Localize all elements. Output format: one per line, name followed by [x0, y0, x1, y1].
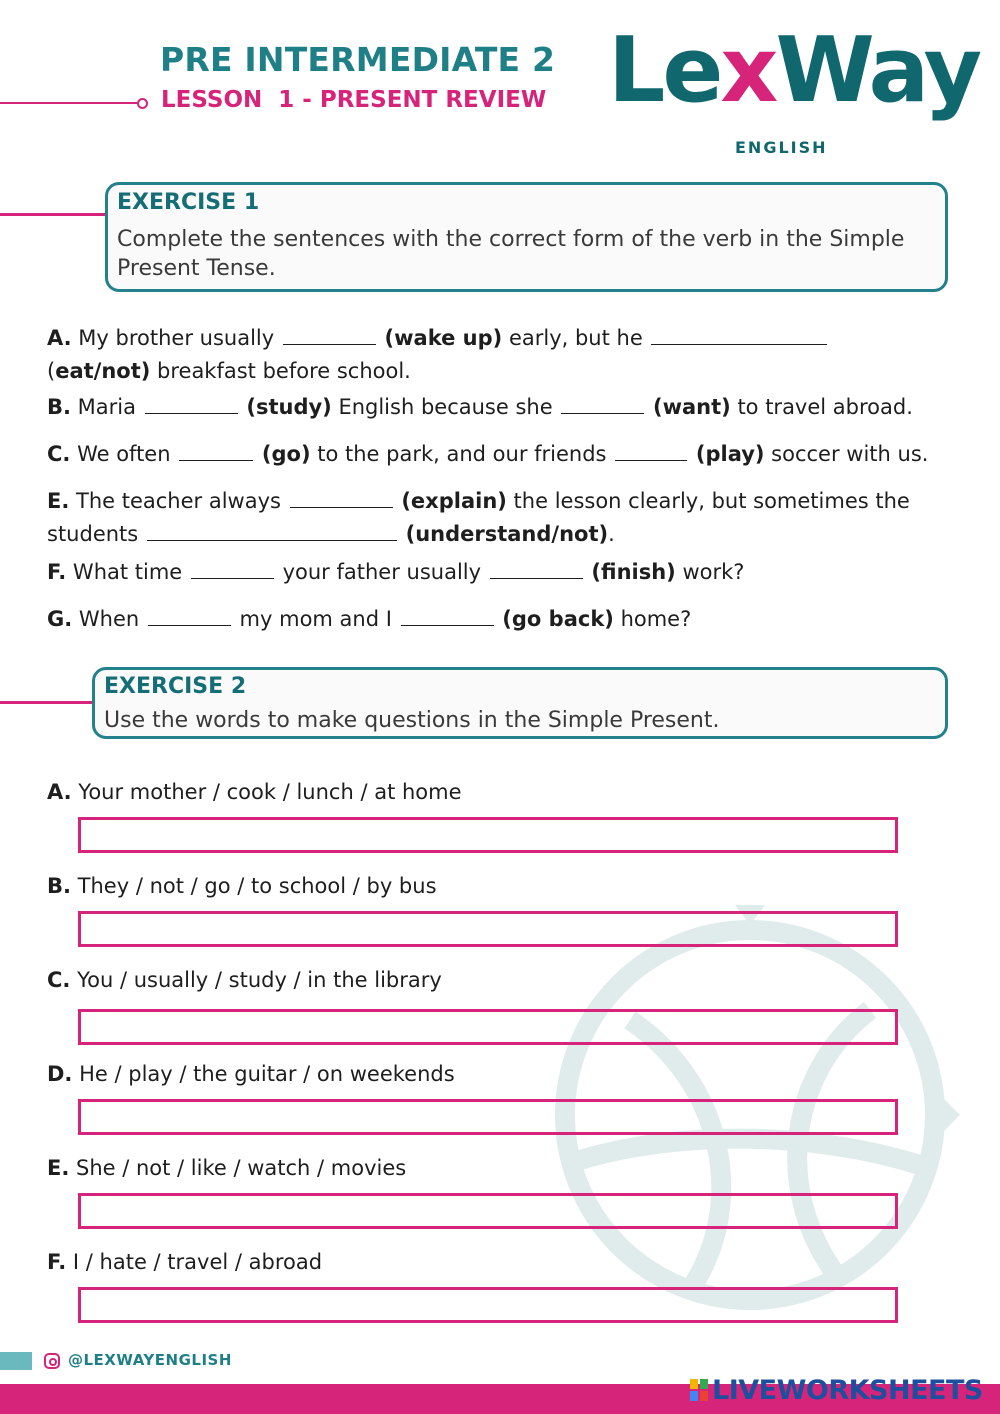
answer-blank[interactable] [401, 605, 494, 626]
answer-blank[interactable] [561, 393, 644, 414]
liveworksheets-mark-icon [690, 1379, 708, 1401]
exercise1-lead-line [0, 213, 108, 216]
exercise2-item-c: C. You / usually / study / in the library [47, 968, 442, 992]
answer-input-b[interactable] [78, 911, 898, 947]
instagram-icon [44, 1353, 60, 1369]
answer-blank[interactable] [490, 558, 583, 579]
answer-blank[interactable] [290, 487, 393, 508]
answer-input-a[interactable] [78, 817, 898, 853]
answer-input-f[interactable] [78, 1287, 898, 1323]
exercise1-instruction: Complete the sentences with the correct form of the verb in the Simple Present Tense. [117, 227, 905, 281]
footer-accent-bar [0, 1352, 32, 1370]
answer-input-d[interactable] [78, 1099, 898, 1135]
lexway-logo-word: LexWay [608, 18, 980, 123]
exercise1-title: EXERCISE 1 [117, 190, 260, 215]
exercise2-lead-line [0, 701, 95, 704]
answer-input-e[interactable] [78, 1193, 898, 1229]
logo-subtitle: ENGLISH [735, 138, 828, 157]
exercise1-item-e: E. The teacher always (explain) the lesson clearly, but sometimes the students (understand/not). [47, 489, 910, 546]
worksheet-level-title: PRE INTERMEDIATE 2 [160, 40, 556, 79]
answer-blank[interactable] [651, 324, 827, 345]
answer-blank[interactable] [283, 324, 376, 345]
exercise1-box [105, 182, 948, 292]
answer-blank[interactable] [147, 520, 397, 541]
exercise2-item-b: B. They / not / go / to school / by bus [47, 874, 437, 898]
exercise2-item-d: D. He / play / the guitar / on weekends [47, 1062, 455, 1086]
exercise1-item-f: F. What time your father usually (finish) work? [47, 560, 745, 584]
answer-blank[interactable] [148, 605, 231, 626]
exercise2-item-f: F. I / hate / travel / abroad [47, 1250, 323, 1274]
exercise1-item-c: C. We often (go) to the park, and our friends (play) soccer with us. [47, 442, 929, 466]
lesson-subtitle: LESSON 1 - PRESENT REVIEW [161, 87, 547, 113]
header-divider-line [0, 102, 140, 104]
exercise2-instruction: Use the words to make questions in the Simple Present. [104, 708, 720, 733]
answer-blank[interactable] [615, 440, 687, 461]
liveworksheets-logo[interactable] [690, 1375, 983, 1406]
exercise1-item-g: G. When my mom and I (go back) home? [47, 607, 692, 631]
exercise2-title: EXERCISE 2 [104, 674, 247, 699]
answer-blank[interactable] [145, 393, 238, 414]
header-divider-dot [137, 98, 148, 109]
answer-blank[interactable] [191, 558, 274, 579]
liveworksheets-text: LIVEWORKSHEETS [712, 1375, 983, 1406]
exercise2-item-e: E. She / not / like / watch / movies [47, 1156, 407, 1180]
lexway-logo [608, 18, 980, 140]
exercise1-item-a: A. My brother usually (wake up) early, but he (eat/not) breakfast before school. [47, 322, 947, 388]
exercise2-box [92, 667, 948, 739]
exercise2-item-a: A. Your mother / cook / lunch / at home [47, 780, 462, 804]
answer-input-c[interactable] [78, 1009, 898, 1045]
exercise1-item-b: B. Maria (study) English because she (want) to travel abroad. [47, 395, 913, 419]
social-handle: @LEXWAYENGLISH [68, 1351, 232, 1369]
answer-blank[interactable] [179, 440, 253, 461]
